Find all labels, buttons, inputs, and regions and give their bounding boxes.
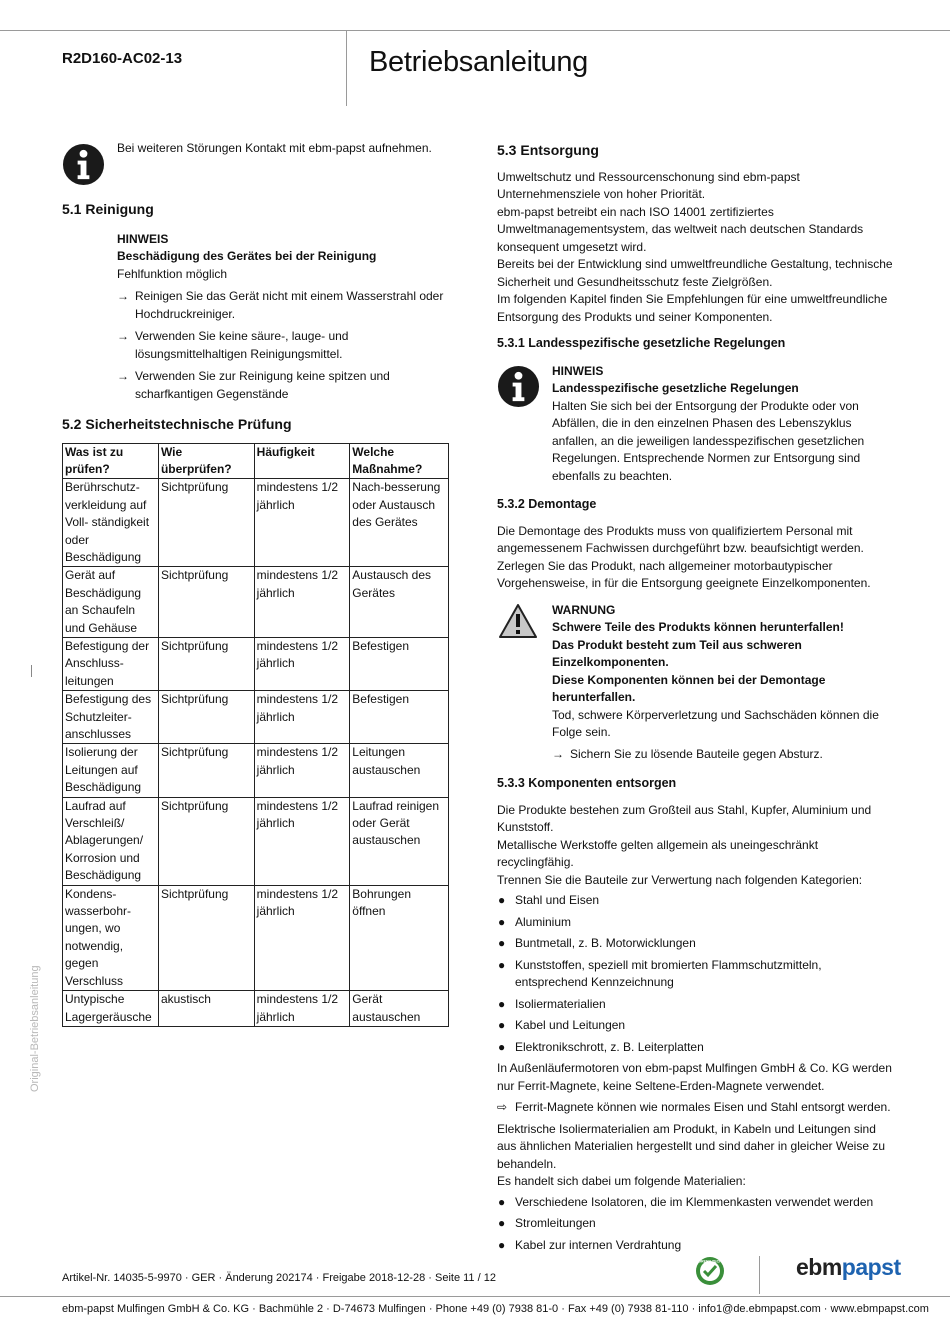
table-cell: mindestens 1/2 jährlich <box>254 637 350 690</box>
table-row <box>63 479 449 567</box>
instruction-text: Verwenden Sie keine säure-, lauge- und lösungsmittelhaltigen Reinigungsmittel. <box>135 329 349 361</box>
table-cell: akustisch <box>158 991 254 1027</box>
list-item-text: Verschiedene Isolatoren, die im Klemmenkasten verwendet werden <box>515 1194 874 1209</box>
column-header: Welche Maßnahme? <box>350 443 449 479</box>
material-category-list <box>497 892 897 1056</box>
list-item <box>497 1237 897 1255</box>
bullet-icon: ● <box>498 1216 506 1230</box>
bullet-icon: ● <box>498 1039 506 1054</box>
list-item <box>497 935 897 953</box>
result-note <box>497 1099 897 1117</box>
warning-triangle-icon <box>498 603 538 639</box>
list-item <box>497 892 897 910</box>
cleaning-notice <box>117 231 454 404</box>
info-note-block <box>62 140 454 186</box>
column-header: Wie überprüfen? <box>158 443 254 479</box>
inspection-table <box>62 443 449 1027</box>
document-title: Betriebsanleitung <box>369 46 588 78</box>
warning-label: WARNUNG <box>552 602 616 617</box>
table-cell: Sichtprüfung <box>158 797 254 885</box>
logo-part-ebm: ebm <box>796 1254 842 1280</box>
table-row <box>63 691 449 744</box>
cleaning-instruction <box>117 368 454 403</box>
left-column <box>62 140 454 1027</box>
table-cell: mindestens 1/2 jährlich <box>254 991 350 1027</box>
table-cell: mindestens 1/2 jährlich <box>254 797 350 885</box>
list-item-text: Kabel zur internen Verdrahtung <box>515 1237 682 1252</box>
list-item-text: Stromleitungen <box>515 1216 596 1230</box>
table-cell: Gerät austauschen <box>350 991 449 1027</box>
list-item <box>497 1017 897 1035</box>
hinweis-subtitle: Fehlfunktion möglich <box>117 266 228 281</box>
bullet-icon: ● <box>498 936 506 950</box>
list-item <box>497 914 897 932</box>
paragraph: Metallische Werkstoffe gelten allgemein als uneingeschränkt recyclingfähig. <box>497 837 819 869</box>
table-row <box>63 991 449 1027</box>
footer-article-info: Artikel-Nr. 14035-5-9970 · GER · Änderung 202174 · Freigabe 2018-12-28 · Seite 11 / 12 <box>62 1272 496 1284</box>
hinweis-label: HINWEIS <box>552 363 604 378</box>
badge-text: GREEN TECH <box>698 1259 722 1264</box>
paragraph: In Außenläufermotoren von ebm-papst Mulfingen GmbH & Co. KG werden nur Ferrit-Magnete, keine Seltene-Erden-Magnete verwendet. <box>497 1061 892 1093</box>
warning-title: Schwere Teile des Produkts können herunterfallen! <box>552 620 844 634</box>
list-item <box>497 996 897 1014</box>
list-item-text: Buntmetall, z. B. Motorwicklungen <box>515 936 696 950</box>
table-row <box>63 885 449 990</box>
table-cell: Leitungen austauschen <box>350 744 449 797</box>
instruction-text: Verwenden Sie zur Reinigung keine spitzen und scharfkantigen Gegenstände <box>135 369 390 401</box>
table-cell: Sichtprüfung <box>158 567 254 638</box>
table-cell: Untypische Lagergeräusche <box>63 991 159 1027</box>
table-row <box>63 744 449 797</box>
table-cell: mindestens 1/2 jährlich <box>254 744 350 797</box>
bullet-icon: ● <box>498 957 506 972</box>
table-cell: mindestens 1/2 jährlich <box>254 479 350 567</box>
warning-consequence: Tod, schwere Körperverletzung und Sachschäden können die Folge sein. <box>552 707 879 739</box>
warning-block <box>497 602 897 764</box>
paragraph: ebm-papst betreibt ein nach ISO 14001 zertifiziertes Umweltmanagementsystem, das weltweit nach deutschen Standards konsequent umgesetzt wird. <box>497 204 864 254</box>
table-cell: Gerät auf Beschädigung an Schaufeln und Gehäuse <box>63 567 159 638</box>
margin-tick <box>31 665 32 677</box>
hinweis-title: Landesspezifische gesetzliche Regelungen <box>552 381 799 395</box>
arrow-icon: → <box>117 329 129 343</box>
warning-action <box>552 746 897 764</box>
section-heading-5-1: 5.1 Reinigung <box>62 201 154 217</box>
table-cell: Sichtprüfung <box>158 479 254 567</box>
bullet-icon: ● <box>498 1018 506 1032</box>
table-cell: Bohrungen öffnen <box>350 885 449 990</box>
side-margin-label: Original-Betriebsanleitung <box>29 965 41 1092</box>
paragraph: Im folgenden Kapitel finden Sie Empfehlungen für eine umweltfreundliche Entsorgung des Produkts und seiner Komponenten. <box>497 292 888 324</box>
arrow-icon: → <box>117 289 129 303</box>
footer-address: ebm-papst Mulfingen GmbH & Co. KG · Bachmühle 2 · D-74673 Mulfingen · Phone +49 (0) 7938 81-0 · Fax +49 (0) 7938 81-110 · info1@de.ebmpapst.com · www.ebmpapst.com <box>62 1303 929 1315</box>
section-heading-5-3-3: 5.3.3 Komponenten entsorgen <box>497 776 677 790</box>
article-code: R2D160-AC02-13 <box>62 50 183 67</box>
cleaning-instruction <box>117 328 454 363</box>
table-cell: Laufrad auf Verschleiß/ Ablagerungen/ Korrosion und Beschädigung <box>63 797 159 885</box>
bullet-icon: ● <box>498 893 506 907</box>
warning-detail: Das Produkt besteht zum Teil aus schweren Einzelkomponenten. <box>552 637 802 669</box>
result-arrow-icon: ⇨ <box>497 1100 508 1114</box>
bullet-icon: ● <box>498 996 506 1011</box>
table-header-row <box>63 443 449 479</box>
list-item-text: Aluminium <box>515 914 572 929</box>
header-top-rule <box>0 30 950 31</box>
table-cell: mindestens 1/2 jährlich <box>254 885 350 990</box>
paragraph: Bereits bei der Entwicklung sind umweltfreundliche Gestaltung, technische Sicherheit und Gesundheitsschutz feste Zielgrößen. <box>497 257 893 289</box>
list-item-text: Stahl und Eisen <box>515 893 600 907</box>
regulations-notice <box>497 363 897 486</box>
list-item <box>497 957 897 992</box>
header-divider <box>346 30 347 106</box>
list-item-text: Elektronikschrott, z. B. Leiterplatten <box>515 1039 704 1054</box>
components-section <box>497 802 897 1255</box>
result-text: Ferrit-Magnete können wie normales Eisen und Stahl entsorgt werden. <box>515 1100 891 1114</box>
table-cell: Befestigung der Anschluss-leitungen <box>63 637 159 690</box>
hinweis-text: Halten Sie sich bei der Entsorgung der Produkte oder von Abfällen, die in den einzelnen Phasen des Lebenszyklus anfallen, an die jeweiligen landesspezifischen gesetzlichen Regelungen. Entsprechende Normen zur Entsorgung sind ebenfalls zu beachten. <box>552 398 865 483</box>
bullet-icon: ● <box>498 1237 506 1252</box>
footer-divider <box>759 1256 760 1294</box>
table-cell: Nach-besserung oder Austausch des Gerätes <box>350 479 449 567</box>
column-header: Was ist zu prüfen? <box>63 443 159 479</box>
table-cell: Laufrad reinigen oder Gerät austauschen <box>350 797 449 885</box>
table-cell: Berührschutz-verkleidung auf Voll- ständigkeit oder Beschädigung <box>63 479 159 567</box>
table-cell: Kondens-wasserbohr-ungen, wo notwendig, gegen Verschluss <box>63 885 159 990</box>
list-item-text: Isoliermaterialien <box>515 996 606 1011</box>
info-icon <box>62 143 105 186</box>
ebmpapst-logo <box>796 1254 901 1281</box>
list-item-text: Kunststoffen, speziell mit bromierten Flammschutzmitteln, entsprechend Kennzeichnung <box>515 957 822 989</box>
list-item-text: Kabel und Leitungen <box>515 1018 626 1032</box>
table-cell: Befestigung des Schutzleiter-anschlusses <box>63 691 159 744</box>
footer-rule <box>0 1296 950 1297</box>
table-cell: mindestens 1/2 jährlich <box>254 691 350 744</box>
table-cell: Sichtprüfung <box>158 885 254 990</box>
table-cell: Sichtprüfung <box>158 691 254 744</box>
list-item <box>497 1194 897 1212</box>
instruction-text: Reinigen Sie das Gerät nicht mit einem Wasserstrahl oder Hochdruckreiniger. <box>135 289 444 321</box>
table-row <box>63 567 449 638</box>
paragraph: Die Produkte bestehen zum Großteil aus Stahl, Kupfer, Aluminium und Kunststoff. <box>497 802 872 834</box>
disposal-intro <box>497 169 897 327</box>
arrow-icon: → <box>552 746 564 761</box>
paragraph: Trennen Sie die Bauteile zur Verwertung nach folgenden Kategorien: <box>497 872 863 887</box>
arrow-icon: → <box>117 369 129 383</box>
table-cell: Isolierung der Leitungen auf Beschädigung <box>63 744 159 797</box>
table-cell: Austausch des Gerätes <box>350 567 449 638</box>
table-row <box>63 637 449 690</box>
table-cell: Sichtprüfung <box>158 744 254 797</box>
section-heading-5-3-2: 5.3.2 Demontage <box>497 497 597 511</box>
disassembly-text: Die Demontage des Produkts muss von qualifiziertem Personal mit angemessenem Fachwissen durchgeführt bzw. beaufsichtigt werden. Zerlegen Sie das Produkt, nach allgemeiner motorbautypischer Vorgehensweise, in für die Entsorgung geeignete Einzelkomponenten. <box>497 523 871 590</box>
paragraph: Es handelt sich dabei um folgende Materialien: <box>497 1174 746 1188</box>
list-item <box>497 1215 897 1233</box>
list-item <box>497 1039 897 1057</box>
hinweis-label: HINWEIS <box>117 231 169 246</box>
bullet-icon: ● <box>498 1194 506 1209</box>
paragraph: Elektrische Isoliermaterialien am Produkt, in Kabeln und Leitungen sind aus ähnlichen Materialien hergestellt und sind daher in gleicher Weise zu behandeln. <box>497 1121 886 1171</box>
greentech-badge-icon <box>695 1256 725 1286</box>
bullet-icon: ● <box>498 914 506 929</box>
info-note-text: Bei weiteren Störungen Kontakt mit ebm-papst aufnehmen. <box>117 141 432 155</box>
cleaning-instruction <box>117 288 454 323</box>
table-cell: Sichtprüfung <box>158 637 254 690</box>
warning-detail: Diese Komponenten können bei der Demontage herunterfallen. <box>552 672 826 704</box>
logo-part-papst: papst <box>841 1254 901 1280</box>
hinweis-title: Beschädigung des Gerätes bei der Reinigung <box>117 249 377 263</box>
table-cell: mindestens 1/2 jährlich <box>254 567 350 638</box>
instruction-text: Sichern Sie zu lösende Bauteile gegen Absturz. <box>570 746 823 761</box>
paragraph: Umweltschutz und Ressourcenschonung sind ebm-papst Unternehmensziele von hoher Priorität. <box>497 169 800 201</box>
section-heading-5-3: 5.3 Entsorgung <box>497 142 599 158</box>
table-cell: Befestigen <box>350 691 449 744</box>
insulation-material-list <box>497 1194 897 1255</box>
table-cell: Befestigen <box>350 637 449 690</box>
column-header: Häufigkeit <box>254 443 350 479</box>
section-heading-5-2: 5.2 Sicherheitstechnische Prüfung <box>62 416 292 432</box>
info-icon <box>497 365 540 408</box>
section-heading-5-3-1: 5.3.1 Landesspezifische gesetzliche Regelungen <box>497 336 786 350</box>
right-column <box>497 140 897 1258</box>
table-row <box>63 797 449 885</box>
